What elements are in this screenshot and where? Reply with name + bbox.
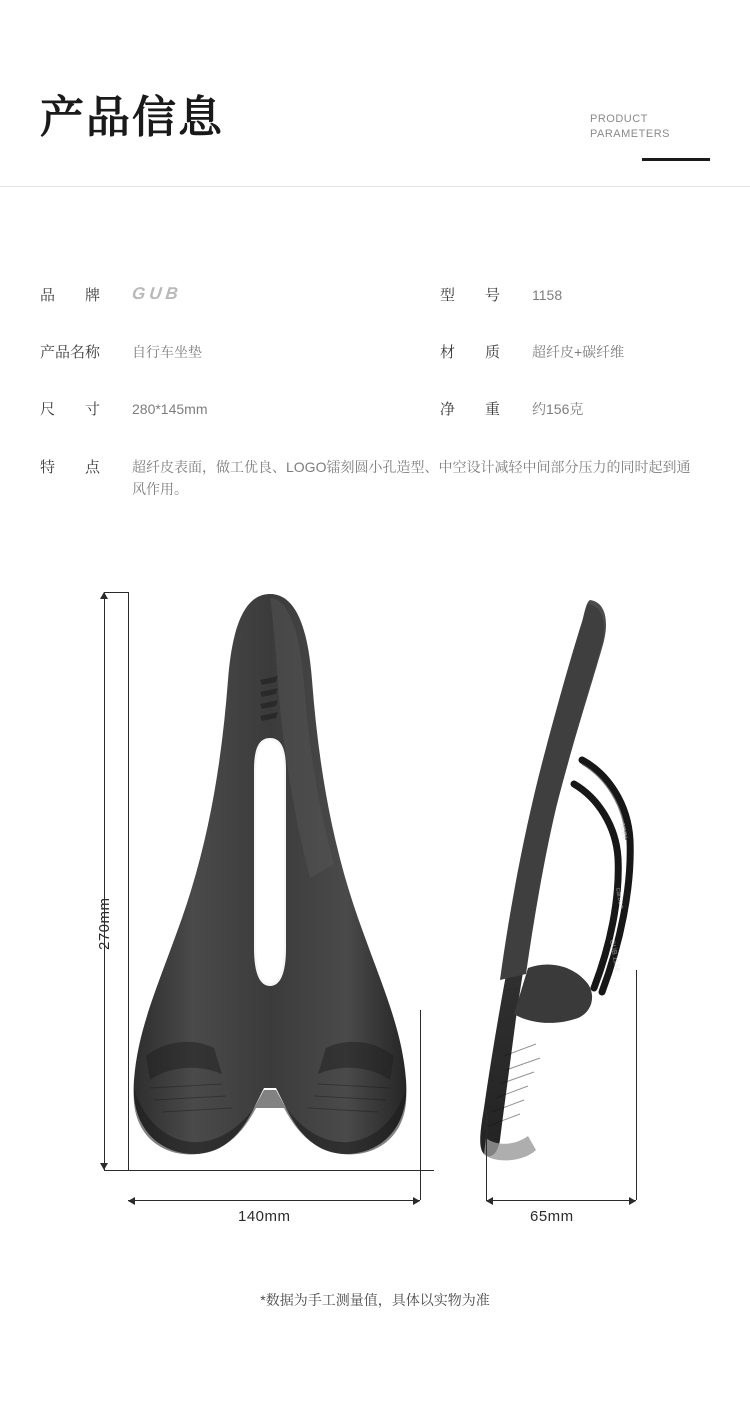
spec-value-product-name: 自行车坐垫 (132, 344, 202, 360)
spec-label-size: 尺 寸 (40, 401, 101, 418)
footnote: *数据为手工测量值，具体以实物为准 (260, 1292, 490, 1308)
dim-line-height (104, 592, 105, 1170)
svg-text:GUB 1158: GUB 1158 (608, 939, 621, 973)
header-subtitle-line2: PARAMETERS (590, 128, 670, 140)
saddle-side-view-image (470, 588, 670, 1168)
svg-text:NNN: NNN (618, 822, 629, 840)
dim-line-top-width (128, 1200, 420, 1201)
spec-value-features: 超纤皮表面，做工优良、LOGO镭刻圆小孔造型、中空设计减轻中间部分压力的同时起到通风作用。 (132, 459, 691, 497)
spec-cell-brand (40, 284, 182, 305)
spec-label-model: 型 号 (440, 287, 501, 304)
header-divider (0, 186, 750, 187)
page-title: 产品信息 (40, 93, 224, 142)
page-header (0, 0, 750, 186)
saddle-top-view-image (110, 588, 430, 1168)
brand-logo: GUB (131, 284, 183, 303)
dim-line-side-width (486, 1200, 636, 1201)
dim-arrow-side-left (486, 1197, 493, 1205)
dim-ext-left-sideview (486, 1110, 487, 1200)
dim-ext-left-topview (128, 592, 129, 1170)
header-subtitle (590, 112, 710, 142)
spec-cell-features (40, 456, 692, 500)
spec-label-weight: 净 重 (440, 401, 501, 418)
dim-label-side-width: 65mm (530, 1208, 574, 1225)
dim-label-height: 270mm (96, 897, 113, 950)
dim-ext-top (104, 592, 128, 593)
spec-value-material: 超纤皮+碳纤维 (532, 344, 625, 360)
dim-arrow-side-right (629, 1197, 636, 1205)
dim-arrow-width-right (413, 1197, 420, 1205)
dim-ext-right-sideview (636, 970, 637, 1200)
spec-label-material: 材 质 (440, 344, 501, 361)
product-image-area (0, 570, 750, 1270)
spec-label-product-name: 产品名称 (40, 344, 101, 361)
dim-label-top-width: 140mm (238, 1208, 291, 1225)
spec-label-brand: 品 牌 (40, 287, 101, 304)
spec-cell-product-name (40, 341, 202, 363)
dim-arrow-width-left (128, 1197, 135, 1205)
spec-cell-material (440, 341, 624, 363)
dim-ext-bottom (104, 1170, 434, 1171)
spec-cell-weight (440, 398, 583, 420)
spec-cell-model (440, 284, 562, 306)
spec-value-size: 280*145mm (132, 401, 208, 417)
svg-text:carbon: carbon (614, 887, 625, 910)
spec-value-weight: 约156克 (532, 401, 584, 417)
dim-ext-right-topview (420, 1010, 421, 1200)
header-subtitle-line1: PRODUCT (590, 113, 648, 125)
spec-cell-size (40, 398, 208, 420)
spec-value-model: 1158 (532, 287, 563, 303)
dim-arrow-height-bottom (100, 1163, 108, 1170)
spec-label-features: 特 点 (40, 459, 101, 476)
header-underline (642, 158, 710, 161)
dim-arrow-height-top (100, 592, 108, 599)
